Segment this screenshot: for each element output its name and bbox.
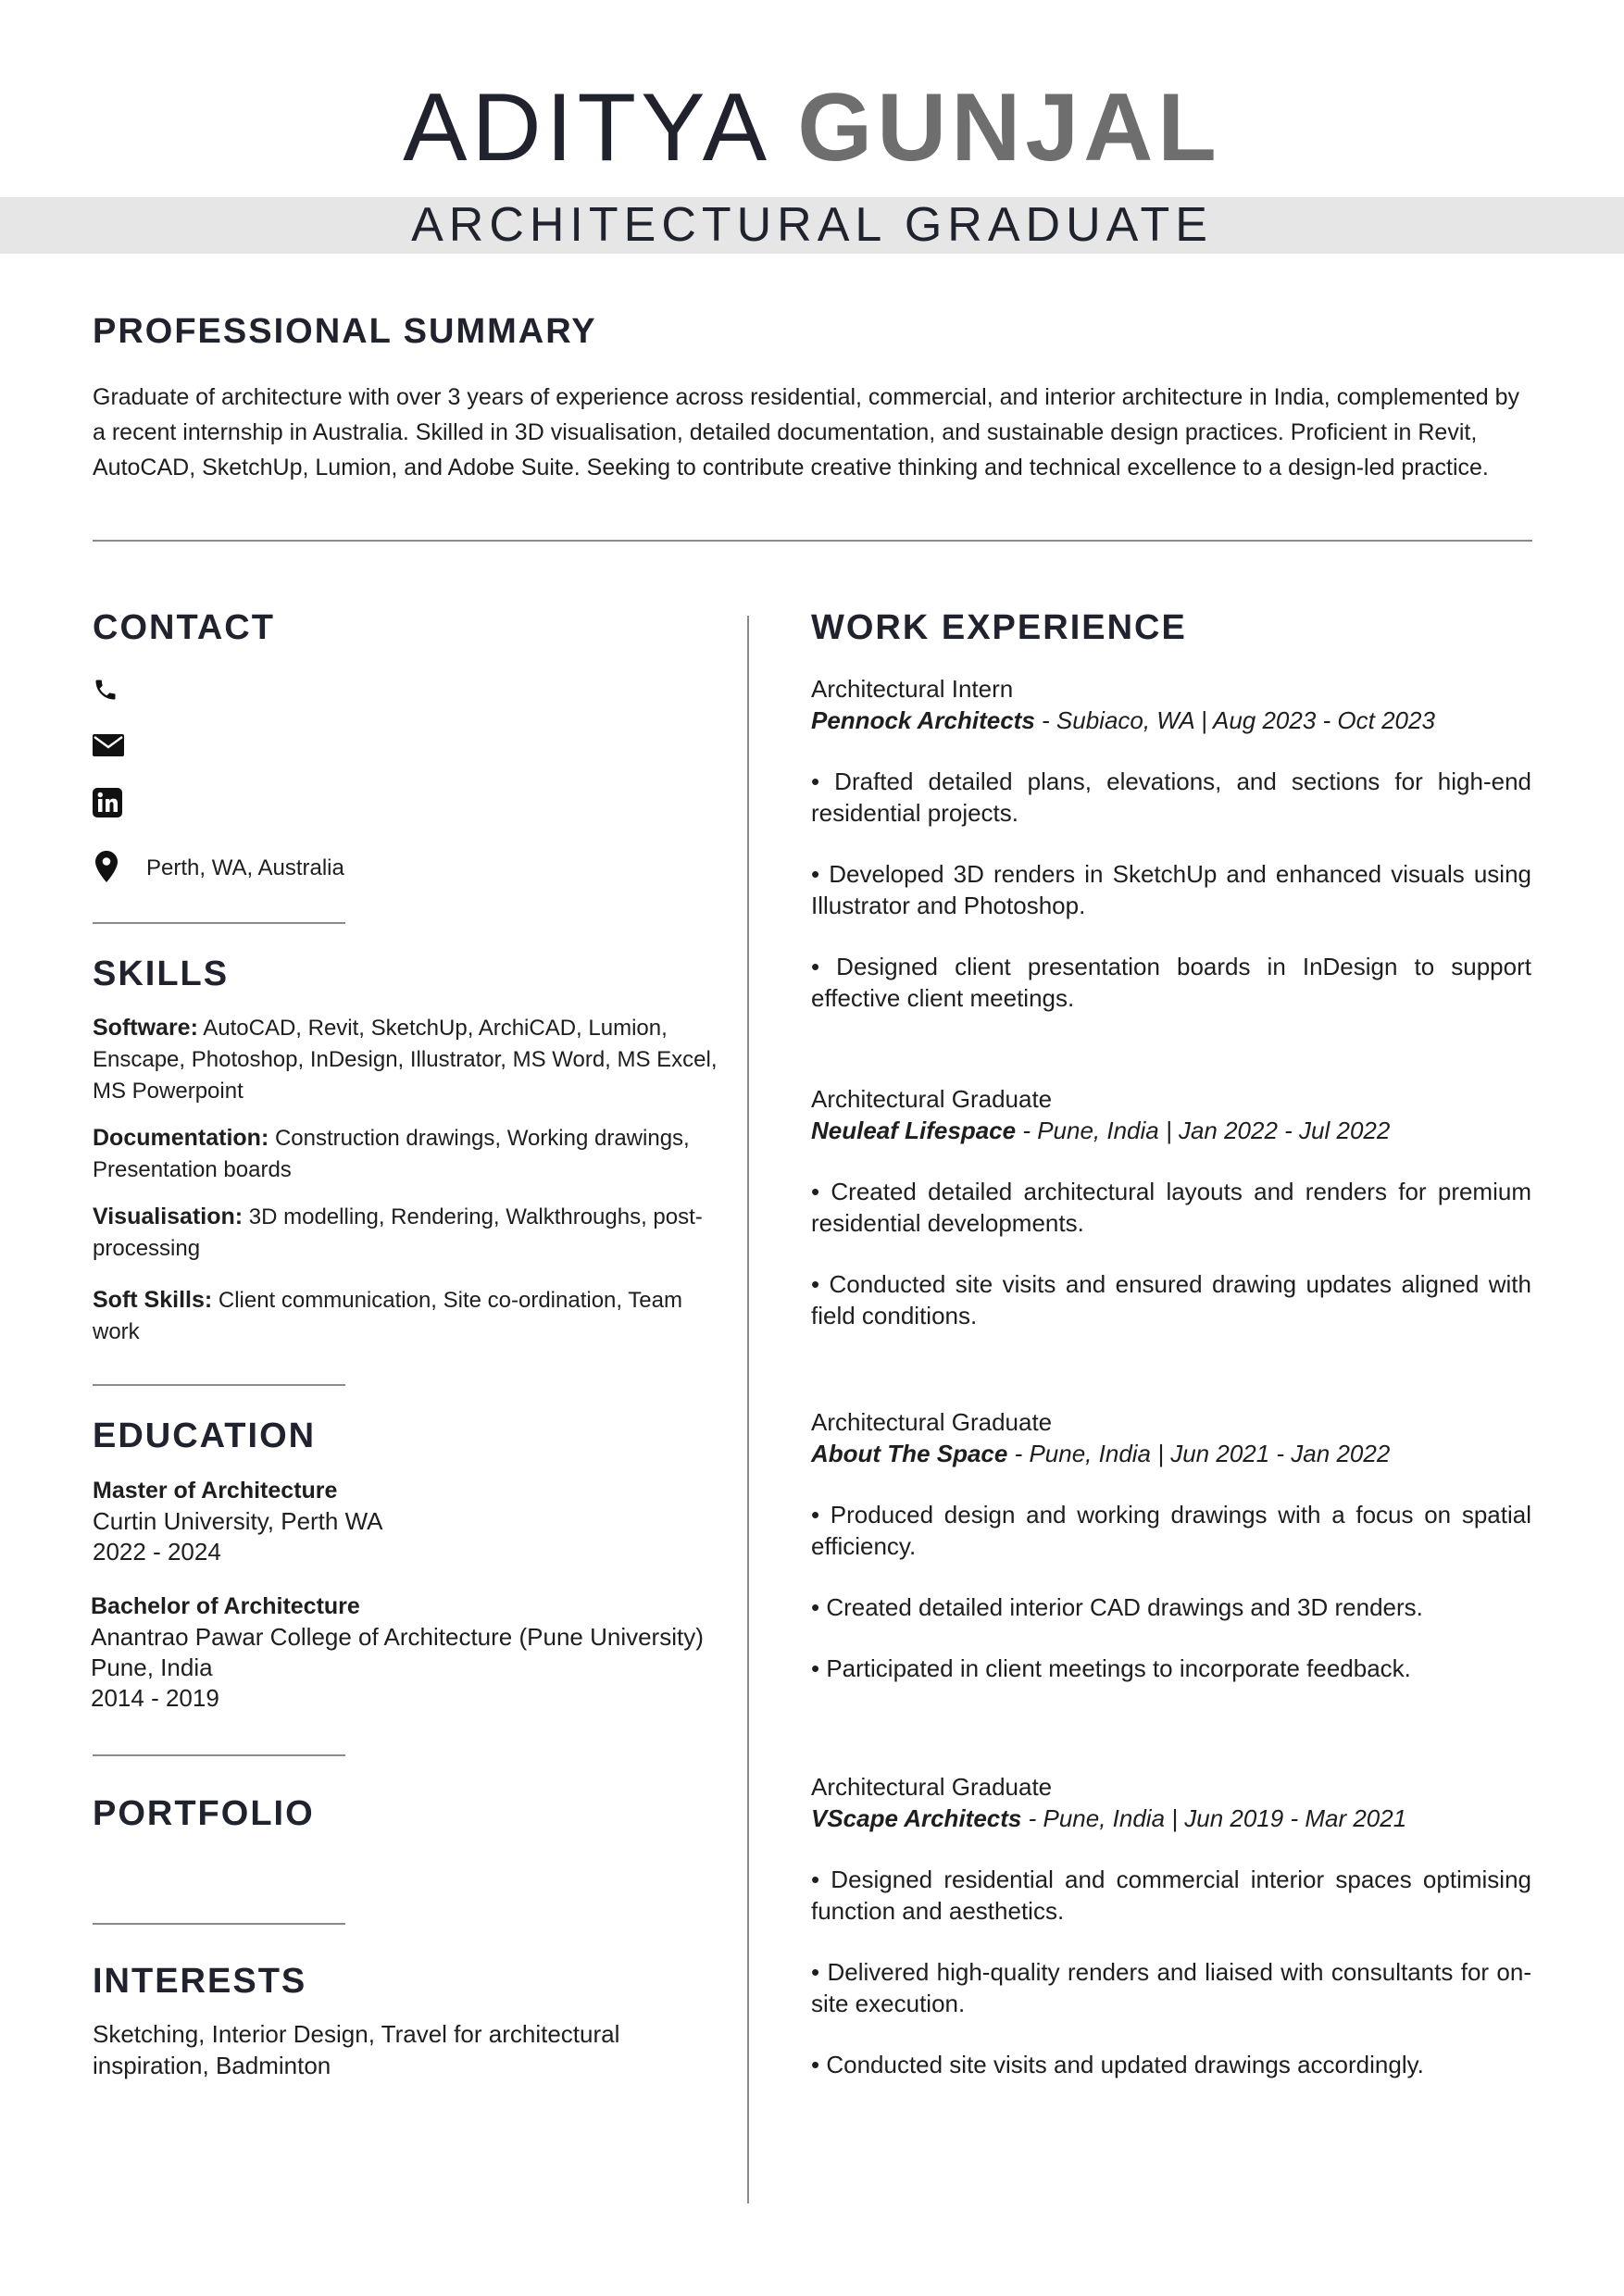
job-entry (811, 1083, 1531, 1331)
job-bullet: • Delivered high-quality renders and liaised with consultants for on-site execution. (811, 1958, 1531, 2017)
job-bullet: • Conducted site visits and ensured drawing updates aligned with field conditions. (811, 1270, 1531, 1329)
company-name: Neuleaf Lifespace (811, 1117, 1017, 1144)
linkedin-icon[interactable] (93, 788, 122, 817)
map-pin-icon (95, 851, 118, 882)
summary-heading: PROFESSIONAL SUMMARY (93, 312, 597, 351)
skills-heading: SKILLS (93, 955, 230, 993)
education-divider (93, 1754, 345, 1756)
skill-value: Client communication, Site co-ordination, Team work (93, 1288, 682, 1344)
job-entry (811, 1771, 1531, 2080)
company-name: About The Space (811, 1440, 1008, 1467)
job-bullet: • Designed residential and commercial interior spaces optimising function and aesthetics. (811, 1866, 1531, 1925)
job-bullet: • Developed 3D renders in SketchUp and enhanced visuals using Illustrator and Photoshop. (811, 860, 1531, 919)
school-location: Pune, India (91, 1653, 213, 1681)
job-role: Architectural Graduate (811, 1408, 1053, 1436)
first-name: ADITYA (403, 74, 767, 181)
job-company-line (811, 1115, 1531, 1146)
job-details: - Subiaco, WA | Aug 2023 - Oct 2023 (1034, 706, 1435, 734)
company-name: VScape Architects (811, 1804, 1022, 1832)
skill-item (93, 1284, 722, 1348)
section-divider (93, 540, 1532, 542)
school: Anantrao Pawar College of Architecture (Pune University) (91, 1623, 704, 1651)
job-bullet: • Produced design and working drawings with a focus on spatial efficiency. (811, 1501, 1531, 1560)
candidate-name (0, 72, 1624, 183)
skill-value: Construction drawings, Working drawings, Presentation boards (93, 1126, 690, 1182)
job-entry (811, 673, 1531, 1014)
company-name: Pennock Architects (811, 706, 1035, 734)
column-divider (747, 616, 749, 2203)
interests-heading: INTERESTS (93, 1962, 307, 2001)
job-company-line (811, 705, 1531, 736)
job-bullet: • Created detailed interior CAD drawings and 3D renders. (811, 1593, 1423, 1621)
years: 2014 - 2019 (91, 1684, 219, 1712)
years: 2022 - 2024 (93, 1538, 221, 1566)
education-item (91, 1591, 704, 1714)
degree: Master of Architecture (93, 1478, 338, 1504)
job-bullet: • Drafted detailed plans, elevations, and sections for high-end residential projects. (811, 767, 1531, 827)
last-name: GUNJAL (797, 74, 1221, 181)
education-heading: EDUCATION (93, 1416, 317, 1455)
job-details: - Pune, India | Jun 2019 - Mar 2021 (1021, 1804, 1407, 1832)
job-role: Architectural Intern (811, 675, 1014, 703)
job-bullet: • Designed client presentation boards in InDesign to support effective client meetings. (811, 953, 1531, 1012)
contact-divider (93, 922, 345, 924)
skill-label: Software: (93, 1015, 198, 1041)
skill-item (93, 1122, 722, 1186)
contact-heading: CONTACT (93, 608, 275, 647)
skill-value: 3D modelling, Rendering, Walkthroughs, post-processing (93, 1204, 703, 1261)
portfolio-heading: PORTFOLIO (93, 1794, 315, 1833)
job-company-line (811, 1803, 1531, 1834)
job-entry (811, 1406, 1531, 1684)
degree: Bachelor of Architecture (91, 1593, 360, 1619)
skill-label: Documentation: (93, 1125, 269, 1151)
job-role: Architectural Graduate (811, 1773, 1053, 1801)
job-role: Architectural Graduate (811, 1085, 1053, 1113)
skills-divider (93, 1384, 345, 1386)
skill-item (93, 1201, 722, 1265)
education-item (93, 1476, 383, 1567)
skill-item (93, 1012, 722, 1107)
job-company-line (811, 1438, 1531, 1469)
skill-value: AutoCAD, Revit, SketchUp, ArchiCAD, Lumion, Enscape, Photoshop, InDesign, Illustrator, MS Word, MS Excel, MS Powerpoint (93, 1016, 718, 1104)
email-icon[interactable] (93, 734, 124, 756)
job-bullet: • Conducted site visits and updated drawings accordingly. (811, 2051, 1424, 2078)
school: Curtin University, Perth WA (93, 1507, 383, 1535)
job-details: - Pune, India | Jun 2021 - Jan 2022 (1007, 1440, 1391, 1467)
portfolio-divider (93, 1923, 345, 1925)
job-bullet: • Participated in client meetings to incorporate feedback. (811, 1654, 1411, 1682)
location-text: Perth, WA, Australia (146, 855, 344, 880)
job-details: - Pune, India | Jan 2022 - Jul 2022 (1016, 1117, 1391, 1144)
summary-text: Graduate of architecture with over 3 years of experience across residential, commercial, and interior architecture in India, complemented by a recent internship in Australia. Skilled in 3D visualisation, detailed documentation, and sustainable design practices. Proficient in Revit, AutoCAD, SketchUp, Lumion, and Adobe Suite. Seeking to contribute creative thinking and technical excellence to a design-led practice. (93, 384, 1520, 480)
job-title: ARCHITECTURAL GRADUATE (411, 198, 1213, 252)
phone-icon[interactable] (93, 677, 119, 703)
job-title-band (0, 197, 1624, 254)
job-bullet: • Created detailed architectural layouts and renders for premium residential developments. (811, 1178, 1531, 1237)
experience-heading: WORK EXPERIENCE (811, 608, 1187, 647)
skill-label: Visualisation: (93, 1204, 244, 1229)
interests-text: Sketching, Interior Design, Travel for architectural inspiration, Badminton (93, 2020, 620, 2079)
skill-label: Soft Skills: (93, 1287, 213, 1313)
